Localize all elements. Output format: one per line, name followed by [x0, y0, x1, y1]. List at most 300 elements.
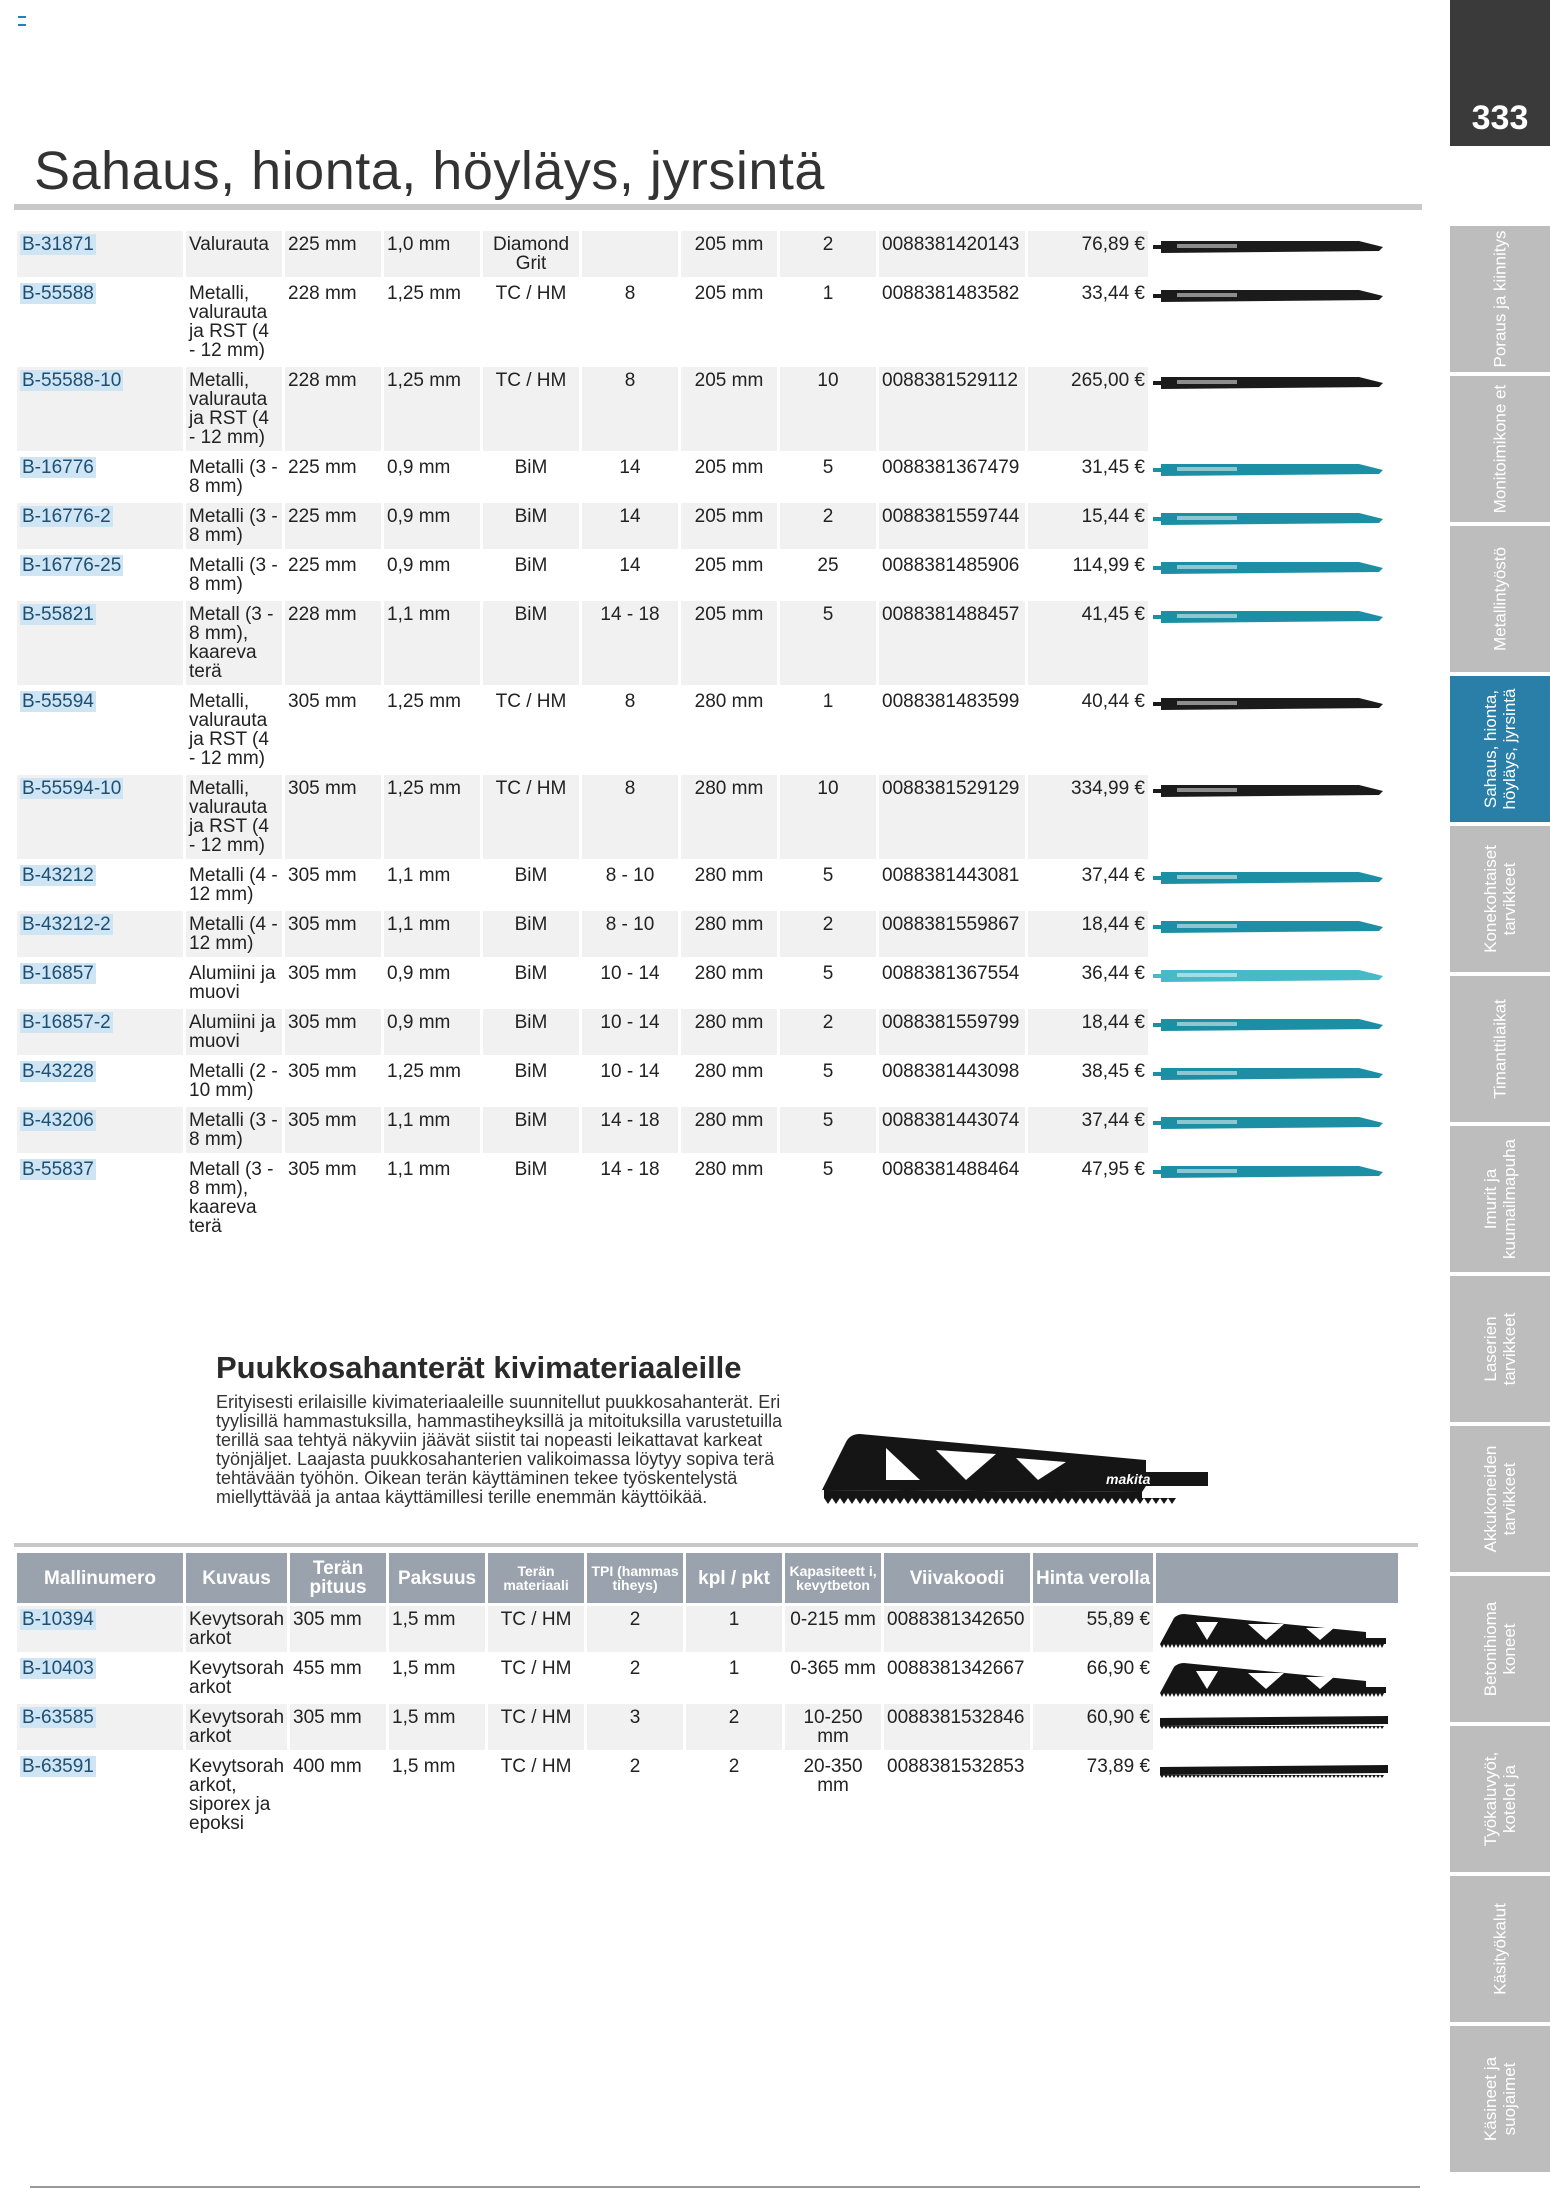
- table-row: [17, 688, 1393, 772]
- cell-material: BiM: [483, 552, 579, 598]
- saw-blade-image: [1151, 1062, 1385, 1086]
- side-tab-label: Työkaluvyöt, kotelot ja: [1481, 1751, 1519, 1847]
- cell-tpi: [582, 231, 678, 277]
- table-row: [17, 1753, 1398, 1837]
- side-tab[interactable]: [1450, 376, 1550, 522]
- table-row: [17, 1058, 1393, 1104]
- table-row: [17, 367, 1393, 451]
- side-tab-label: Betonihioma koneet: [1481, 1601, 1519, 1697]
- saw-blade-image: [1151, 371, 1385, 395]
- section-divider: [14, 1543, 1418, 1547]
- table-row: [17, 280, 1393, 364]
- cell-length: 305 mm: [285, 1156, 381, 1240]
- column-header: Mallinumero: [17, 1553, 183, 1603]
- side-tab[interactable]: [1450, 976, 1550, 1122]
- cell-material: BiM: [483, 862, 579, 908]
- cell-tpi: 8 - 10: [582, 862, 678, 908]
- product-code-link[interactable]: B-43212-2: [22, 914, 111, 935]
- side-tab[interactable]: [1450, 826, 1550, 972]
- product-code-link[interactable]: B-10394: [22, 1609, 94, 1630]
- cell-cap: 205 mm: [681, 280, 777, 364]
- saw-blade-image: [1156, 1708, 1390, 1732]
- cell-desc: Metalli (3 - 8 mm): [186, 454, 282, 500]
- cell-desc: Metalli, valurauta ja RST (4 - 12 mm): [186, 688, 282, 772]
- cell-thickness: 1,5 mm: [389, 1753, 485, 1837]
- cell-pkt: 5: [780, 454, 876, 500]
- product-code-link[interactable]: B-55588-10: [22, 370, 122, 391]
- cell-length: 455 mm: [290, 1655, 386, 1701]
- product-code-link[interactable]: B-10403: [22, 1658, 94, 1679]
- column-header: [1156, 1553, 1398, 1603]
- menu-icon: [18, 16, 26, 26]
- product-code-link[interactable]: B-63591: [22, 1756, 94, 1777]
- cell-ean: 0088381559799: [879, 1009, 1025, 1055]
- cell-length: 228 mm: [285, 367, 381, 451]
- product-code-link[interactable]: B-55837: [22, 1159, 94, 1180]
- side-tab-label: Akkukoneiden tarvikkeet: [1481, 1445, 1519, 1553]
- cell-ean: 0088381483599: [879, 688, 1025, 772]
- cell-pkt: 5: [780, 601, 876, 685]
- cell-thickness: 0,9 mm: [384, 960, 480, 1006]
- cell-price: 73,89 €: [1033, 1753, 1153, 1837]
- cell-price: 55,89 €: [1033, 1606, 1153, 1652]
- blade-brand-label: makita: [1106, 1471, 1151, 1487]
- cell-pkt: 5: [780, 1058, 876, 1104]
- side-tab-label: Poraus ja kiinnitys: [1490, 230, 1510, 368]
- cell-cap: 0-365 mm: [785, 1655, 881, 1701]
- column-header: Hinta verolla: [1033, 1553, 1153, 1603]
- cell-thickness: 1,5 mm: [389, 1606, 485, 1652]
- table-row: [17, 552, 1393, 598]
- cell-cap: 280 mm: [681, 960, 777, 1006]
- saw-blade-image: [1156, 1610, 1390, 1650]
- cell-pkt: 2: [780, 1009, 876, 1055]
- side-tab-label: Käsityökalut: [1490, 1903, 1510, 1995]
- cell-tpi: 3: [587, 1704, 683, 1750]
- saw-blade-image: [1151, 1160, 1385, 1184]
- cell-length: 305 mm: [285, 688, 381, 772]
- cell-price: 334,99 €: [1028, 775, 1148, 859]
- cell-tpi: 8: [582, 280, 678, 364]
- product-code-link[interactable]: B-55594-10: [22, 778, 122, 799]
- cell-length: 305 mm: [290, 1606, 386, 1652]
- saw-blade-image: [1151, 284, 1385, 308]
- cell-length: 305 mm: [290, 1704, 386, 1750]
- cell-price: 33,44 €: [1028, 280, 1148, 364]
- cell-desc: Metalli, valurauta ja RST (4 - 12 mm): [186, 775, 282, 859]
- cell-code: [17, 1107, 183, 1153]
- section-title: Puukkosahanterät kivimateriaaleille: [216, 1350, 742, 1385]
- side-tab-label: Laserien tarvikkeet: [1481, 1312, 1519, 1386]
- table-row: [17, 960, 1393, 1006]
- cell-length: 305 mm: [285, 911, 381, 957]
- cell-thickness: 1,25 mm: [384, 775, 480, 859]
- table-row: [17, 503, 1393, 549]
- cell-length: 228 mm: [285, 280, 381, 364]
- column-header: Kuvaus: [186, 1553, 287, 1603]
- table-row: [17, 1655, 1398, 1701]
- table-row: [17, 601, 1393, 685]
- cell-tpi: 14: [582, 503, 678, 549]
- table-row: [17, 775, 1393, 859]
- cell-material: TC / HM: [483, 688, 579, 772]
- side-tab-label: Käsineet ja suojaimet: [1481, 2056, 1519, 2142]
- cell-image: [1151, 552, 1393, 598]
- cell-code: [17, 1655, 183, 1701]
- cell-image: [1156, 1606, 1398, 1652]
- cell-material: TC / HM: [488, 1606, 584, 1652]
- product-code-link[interactable]: B-43228: [22, 1061, 94, 1082]
- side-tab-label: Imurit ja kuumailmapuha: [1481, 1139, 1519, 1260]
- product-code-link[interactable]: B-55594: [22, 691, 94, 712]
- cell-desc: Kevytsorah arkot: [186, 1606, 287, 1652]
- cell-cap: 20-350 mm: [785, 1753, 881, 1837]
- cell-price: 40,44 €: [1028, 688, 1148, 772]
- cell-price: 18,44 €: [1028, 911, 1148, 957]
- cell-thickness: 1,25 mm: [384, 280, 480, 364]
- cell-tpi: 14: [582, 552, 678, 598]
- cell-material: BiM: [483, 1009, 579, 1055]
- cell-tpi: 10 - 14: [582, 1009, 678, 1055]
- cell-code: [17, 1009, 183, 1055]
- cell-length: 305 mm: [285, 775, 381, 859]
- cell-length: 305 mm: [285, 1107, 381, 1153]
- cell-code: [17, 601, 183, 685]
- cell-ean: 0088381488464: [879, 1156, 1025, 1240]
- column-header: TPI (hammas tiheys): [587, 1553, 683, 1603]
- side-tab[interactable]: [1450, 2026, 1550, 2172]
- cell-thickness: 1,1 mm: [384, 911, 480, 957]
- cell-image: [1151, 862, 1393, 908]
- product-code-link[interactable]: B-16776: [22, 457, 94, 478]
- cell-price: 76,89 €: [1028, 231, 1148, 277]
- cell-image: [1151, 601, 1393, 685]
- cell-material: BiM: [483, 503, 579, 549]
- cell-pkt: 1: [780, 688, 876, 772]
- cell-thickness: 1,25 mm: [384, 688, 480, 772]
- cell-image: [1156, 1704, 1398, 1750]
- cell-tpi: 14 - 18: [582, 1156, 678, 1240]
- cell-ean: 0088381443098: [879, 1058, 1025, 1104]
- cell-price: 15,44 €: [1028, 503, 1148, 549]
- cell-desc: Metalli (3 - 8 mm): [186, 1107, 282, 1153]
- cell-desc: Metalli, valurauta ja RST (4 - 12 mm): [186, 367, 282, 451]
- cell-desc: Kevytsorah arkot: [186, 1655, 287, 1701]
- cell-ean: 0088381485906: [879, 552, 1025, 598]
- cell-desc: Metalli, valurauta ja RST (4 - 12 mm): [186, 280, 282, 364]
- side-tab-label: Konekohtaiset tarvikkeet: [1481, 845, 1519, 953]
- cell-ean: 0088381532853: [884, 1753, 1030, 1837]
- saw-blade-image: [1151, 692, 1385, 716]
- cell-image: [1151, 367, 1393, 451]
- cell-code: [17, 775, 183, 859]
- cell-ean: 0088381483582: [879, 280, 1025, 364]
- cell-cap: 280 mm: [681, 862, 777, 908]
- product-code-link[interactable]: B-31871: [22, 234, 94, 255]
- cell-pkt: 1: [780, 280, 876, 364]
- cell-tpi: 2: [587, 1753, 683, 1837]
- cell-ean: 0088381342667: [884, 1655, 1030, 1701]
- cell-desc: Metall (3 - 8 mm), kaareva terä: [186, 601, 282, 685]
- cell-image: [1151, 775, 1393, 859]
- side-tab-label: Sahaus, hionta, höyläys, jyrsintä: [1481, 688, 1519, 810]
- cell-price: 114,99 €: [1028, 552, 1148, 598]
- cell-tpi: 2: [587, 1606, 683, 1652]
- cell-material: TC / HM: [483, 775, 579, 859]
- cell-material: BiM: [483, 911, 579, 957]
- cell-length: 225 mm: [285, 552, 381, 598]
- saw-blade-image: [1151, 915, 1385, 939]
- cell-code: [17, 552, 183, 598]
- cell-ean: 0088381367479: [879, 454, 1025, 500]
- saw-blade-image: [1151, 866, 1385, 890]
- cell-material: BiM: [483, 960, 579, 1006]
- table-row: [17, 1156, 1393, 1240]
- cell-cap: 0-215 mm: [785, 1606, 881, 1652]
- cell-image: [1151, 454, 1393, 500]
- cell-code: [17, 862, 183, 908]
- side-tab[interactable]: [1450, 1876, 1550, 2022]
- side-tab[interactable]: [1450, 526, 1550, 672]
- cell-length: 305 mm: [285, 960, 381, 1006]
- cell-tpi: 8: [582, 367, 678, 451]
- product-code-link[interactable]: B-63585: [22, 1707, 94, 1728]
- cell-cap: 205 mm: [681, 367, 777, 451]
- stone-saw-blade-image: [816, 1420, 1212, 1504]
- cell-tpi: 14 - 18: [582, 1107, 678, 1153]
- cell-tpi: 8: [582, 688, 678, 772]
- table-row: [17, 231, 1393, 277]
- side-tab-label: Timanttilaikat: [1490, 999, 1510, 1099]
- cell-thickness: 0,9 mm: [384, 1009, 480, 1055]
- cell-image: [1151, 503, 1393, 549]
- cell-tpi: 14: [582, 454, 678, 500]
- cell-image: [1156, 1753, 1398, 1837]
- cell-pkt: 25: [780, 552, 876, 598]
- column-header: Terän pituus: [290, 1553, 386, 1603]
- cell-material: TC / HM: [483, 280, 579, 364]
- product-code-link[interactable]: B-16857-2: [22, 1012, 111, 1033]
- cell-tpi: 8: [582, 775, 678, 859]
- side-tab[interactable]: [1450, 1576, 1550, 1722]
- product-code-link[interactable]: B-16776-25: [22, 555, 122, 576]
- cell-thickness: 0,9 mm: [384, 503, 480, 549]
- cell-price: 36,44 €: [1028, 960, 1148, 1006]
- cell-code: [17, 280, 183, 364]
- cell-code: [17, 1704, 183, 1750]
- saw-blade-image: [1156, 1659, 1390, 1699]
- saw-blade-image: [1151, 458, 1385, 482]
- cell-tpi: 14 - 18: [582, 601, 678, 685]
- cell-pkt: 2: [780, 231, 876, 277]
- cell-code: [17, 1058, 183, 1104]
- cell-code: [17, 911, 183, 957]
- cell-thickness: 1,25 mm: [384, 367, 480, 451]
- cell-cap: 10-250 mm: [785, 1704, 881, 1750]
- cell-desc: Metalli (4 - 12 mm): [186, 862, 282, 908]
- cell-image: [1156, 1655, 1398, 1701]
- cell-cap: 280 mm: [681, 1156, 777, 1240]
- cell-thickness: 0,9 mm: [384, 552, 480, 598]
- cell-length: 305 mm: [285, 1009, 381, 1055]
- table-row: [17, 1704, 1398, 1750]
- cell-pkt: 5: [780, 1156, 876, 1240]
- cell-tpi: 10 - 14: [582, 1058, 678, 1104]
- side-tab[interactable]: [1450, 676, 1550, 822]
- cell-image: [1151, 1107, 1393, 1153]
- saw-blade-image: [1151, 507, 1385, 531]
- cell-thickness: 1,5 mm: [389, 1704, 485, 1750]
- saw-blade-image: [1151, 779, 1385, 803]
- title-divider: [14, 204, 1422, 210]
- cell-code: [17, 367, 183, 451]
- cell-cap: 205 mm: [681, 503, 777, 549]
- cell-tpi: 2: [587, 1655, 683, 1701]
- cell-pkt: 10: [780, 775, 876, 859]
- cell-ean: 0088381559867: [879, 911, 1025, 957]
- cell-material: BiM: [483, 1058, 579, 1104]
- cell-length: 225 mm: [285, 454, 381, 500]
- cell-thickness: 1,1 mm: [384, 862, 480, 908]
- product-code-link[interactable]: B-43206: [22, 1110, 94, 1131]
- cell-pkt: 1: [686, 1655, 782, 1701]
- cell-material: Diamond Grit: [483, 231, 579, 277]
- cell-price: 47,95 €: [1028, 1156, 1148, 1240]
- cell-ean: 0088381443074: [879, 1107, 1025, 1153]
- cell-image: [1151, 231, 1393, 277]
- cell-ean: 0088381559744: [879, 503, 1025, 549]
- cell-code: [17, 454, 183, 500]
- cell-desc: Metall (3 - 8 mm), kaareva terä: [186, 1156, 282, 1240]
- saw-blade-image: [1151, 1111, 1385, 1135]
- cell-thickness: 1,5 mm: [389, 1655, 485, 1701]
- side-tab[interactable]: [1450, 1726, 1550, 1872]
- cell-material: TC / HM: [488, 1655, 584, 1701]
- product-code-link[interactable]: B-43212: [22, 865, 94, 886]
- cell-material: BiM: [483, 601, 579, 685]
- cell-image: [1151, 1058, 1393, 1104]
- cell-desc: Alumiini ja muovi: [186, 960, 282, 1006]
- blade-table-stone: [14, 1550, 1401, 1840]
- column-header: Viivakoodi: [884, 1553, 1030, 1603]
- saw-blade-image: [1151, 1013, 1385, 1037]
- cell-thickness: 1,25 mm: [384, 1058, 480, 1104]
- cell-ean: 0088381342650: [884, 1606, 1030, 1652]
- column-header: Paksuus: [389, 1553, 485, 1603]
- footer-divider: [30, 2186, 1420, 2188]
- cell-pkt: 2: [686, 1753, 782, 1837]
- cell-image: [1151, 280, 1393, 364]
- cell-pkt: 2: [686, 1704, 782, 1750]
- table-row: [17, 1107, 1393, 1153]
- cell-thickness: 1,1 mm: [384, 1107, 480, 1153]
- cell-ean: 0088381367554: [879, 960, 1025, 1006]
- table-row: [17, 911, 1393, 957]
- cell-desc: Metalli (3 - 8 mm): [186, 503, 282, 549]
- cell-price: 18,44 €: [1028, 1009, 1148, 1055]
- cell-code: [17, 503, 183, 549]
- side-navigation: [1450, 226, 1550, 2176]
- product-code-link[interactable]: B-55588: [22, 283, 94, 304]
- column-header: kpl / pkt: [686, 1553, 782, 1603]
- cell-desc: Kevytsorah arkot, siporex ja epoksi: [186, 1753, 287, 1837]
- cell-image: [1151, 911, 1393, 957]
- cell-material: TC / HM: [488, 1753, 584, 1837]
- cell-cap: 280 mm: [681, 1058, 777, 1104]
- cell-price: 41,45 €: [1028, 601, 1148, 685]
- product-code-link[interactable]: B-16776-2: [22, 506, 111, 527]
- cell-ean: 0088381488457: [879, 601, 1025, 685]
- cell-length: 305 mm: [285, 1058, 381, 1104]
- cell-material: TC / HM: [483, 367, 579, 451]
- cell-thickness: 1,0 mm: [384, 231, 480, 277]
- side-tab[interactable]: [1450, 1426, 1550, 1572]
- side-tab[interactable]: [1450, 1126, 1550, 1272]
- cell-ean: 0088381529129: [879, 775, 1025, 859]
- cell-pkt: 5: [780, 862, 876, 908]
- cell-desc: Kevytsorah arkot: [186, 1704, 287, 1750]
- cell-code: [17, 231, 183, 277]
- cell-tpi: 10 - 14: [582, 960, 678, 1006]
- side-tab[interactable]: [1450, 1276, 1550, 1422]
- side-tab[interactable]: [1450, 226, 1550, 372]
- cell-material: BiM: [483, 454, 579, 500]
- cell-ean: 0088381443081: [879, 862, 1025, 908]
- cell-ean: 0088381529112: [879, 367, 1025, 451]
- product-code-link[interactable]: B-55821: [22, 604, 94, 625]
- product-code-link[interactable]: B-16857: [22, 963, 94, 984]
- saw-blade-image: [1151, 605, 1385, 629]
- cell-desc: Alumiini ja muovi: [186, 1009, 282, 1055]
- side-tab-label: Metallintyöstö: [1490, 547, 1510, 651]
- cell-length: 225 mm: [285, 503, 381, 549]
- column-header: Kapasiteett i, kevytbeton: [785, 1553, 881, 1603]
- table-row: [17, 1009, 1393, 1055]
- cell-desc: Metalli (4 - 12 mm): [186, 911, 282, 957]
- cell-material: TC / HM: [488, 1704, 584, 1750]
- saw-blade-image: [1151, 556, 1385, 580]
- cell-ean: 0088381532846: [884, 1704, 1030, 1750]
- cell-tpi: 8 - 10: [582, 911, 678, 957]
- cell-pkt: 5: [780, 1107, 876, 1153]
- cell-price: 31,45 €: [1028, 454, 1148, 500]
- saw-blade-image: [1156, 1757, 1390, 1781]
- cell-pkt: 1: [686, 1606, 782, 1652]
- cell-length: 225 mm: [285, 231, 381, 277]
- cell-cap: 205 mm: [681, 454, 777, 500]
- cell-code: [17, 1156, 183, 1240]
- cell-pkt: 10: [780, 367, 876, 451]
- cell-cap: 205 mm: [681, 601, 777, 685]
- column-header: Terän materiaali: [488, 1553, 584, 1603]
- cell-price: 265,00 €: [1028, 367, 1148, 451]
- cell-thickness: 1,1 mm: [384, 1156, 480, 1240]
- cell-cap: 280 mm: [681, 688, 777, 772]
- cell-desc: Metalli (3 - 8 mm): [186, 552, 282, 598]
- cell-desc: Metalli (2 - 10 mm): [186, 1058, 282, 1104]
- cell-cap: 205 mm: [681, 231, 777, 277]
- saw-blade-image: [1151, 964, 1385, 988]
- cell-cap: 280 mm: [681, 1009, 777, 1055]
- table-row: [17, 454, 1393, 500]
- cell-code: [17, 960, 183, 1006]
- page-number: 333: [1450, 0, 1550, 146]
- cell-length: 228 mm: [285, 601, 381, 685]
- cell-cap: 280 mm: [681, 1107, 777, 1153]
- cell-length: 305 mm: [285, 862, 381, 908]
- cell-price: 37,44 €: [1028, 1107, 1148, 1153]
- cell-ean: 0088381420143: [879, 231, 1025, 277]
